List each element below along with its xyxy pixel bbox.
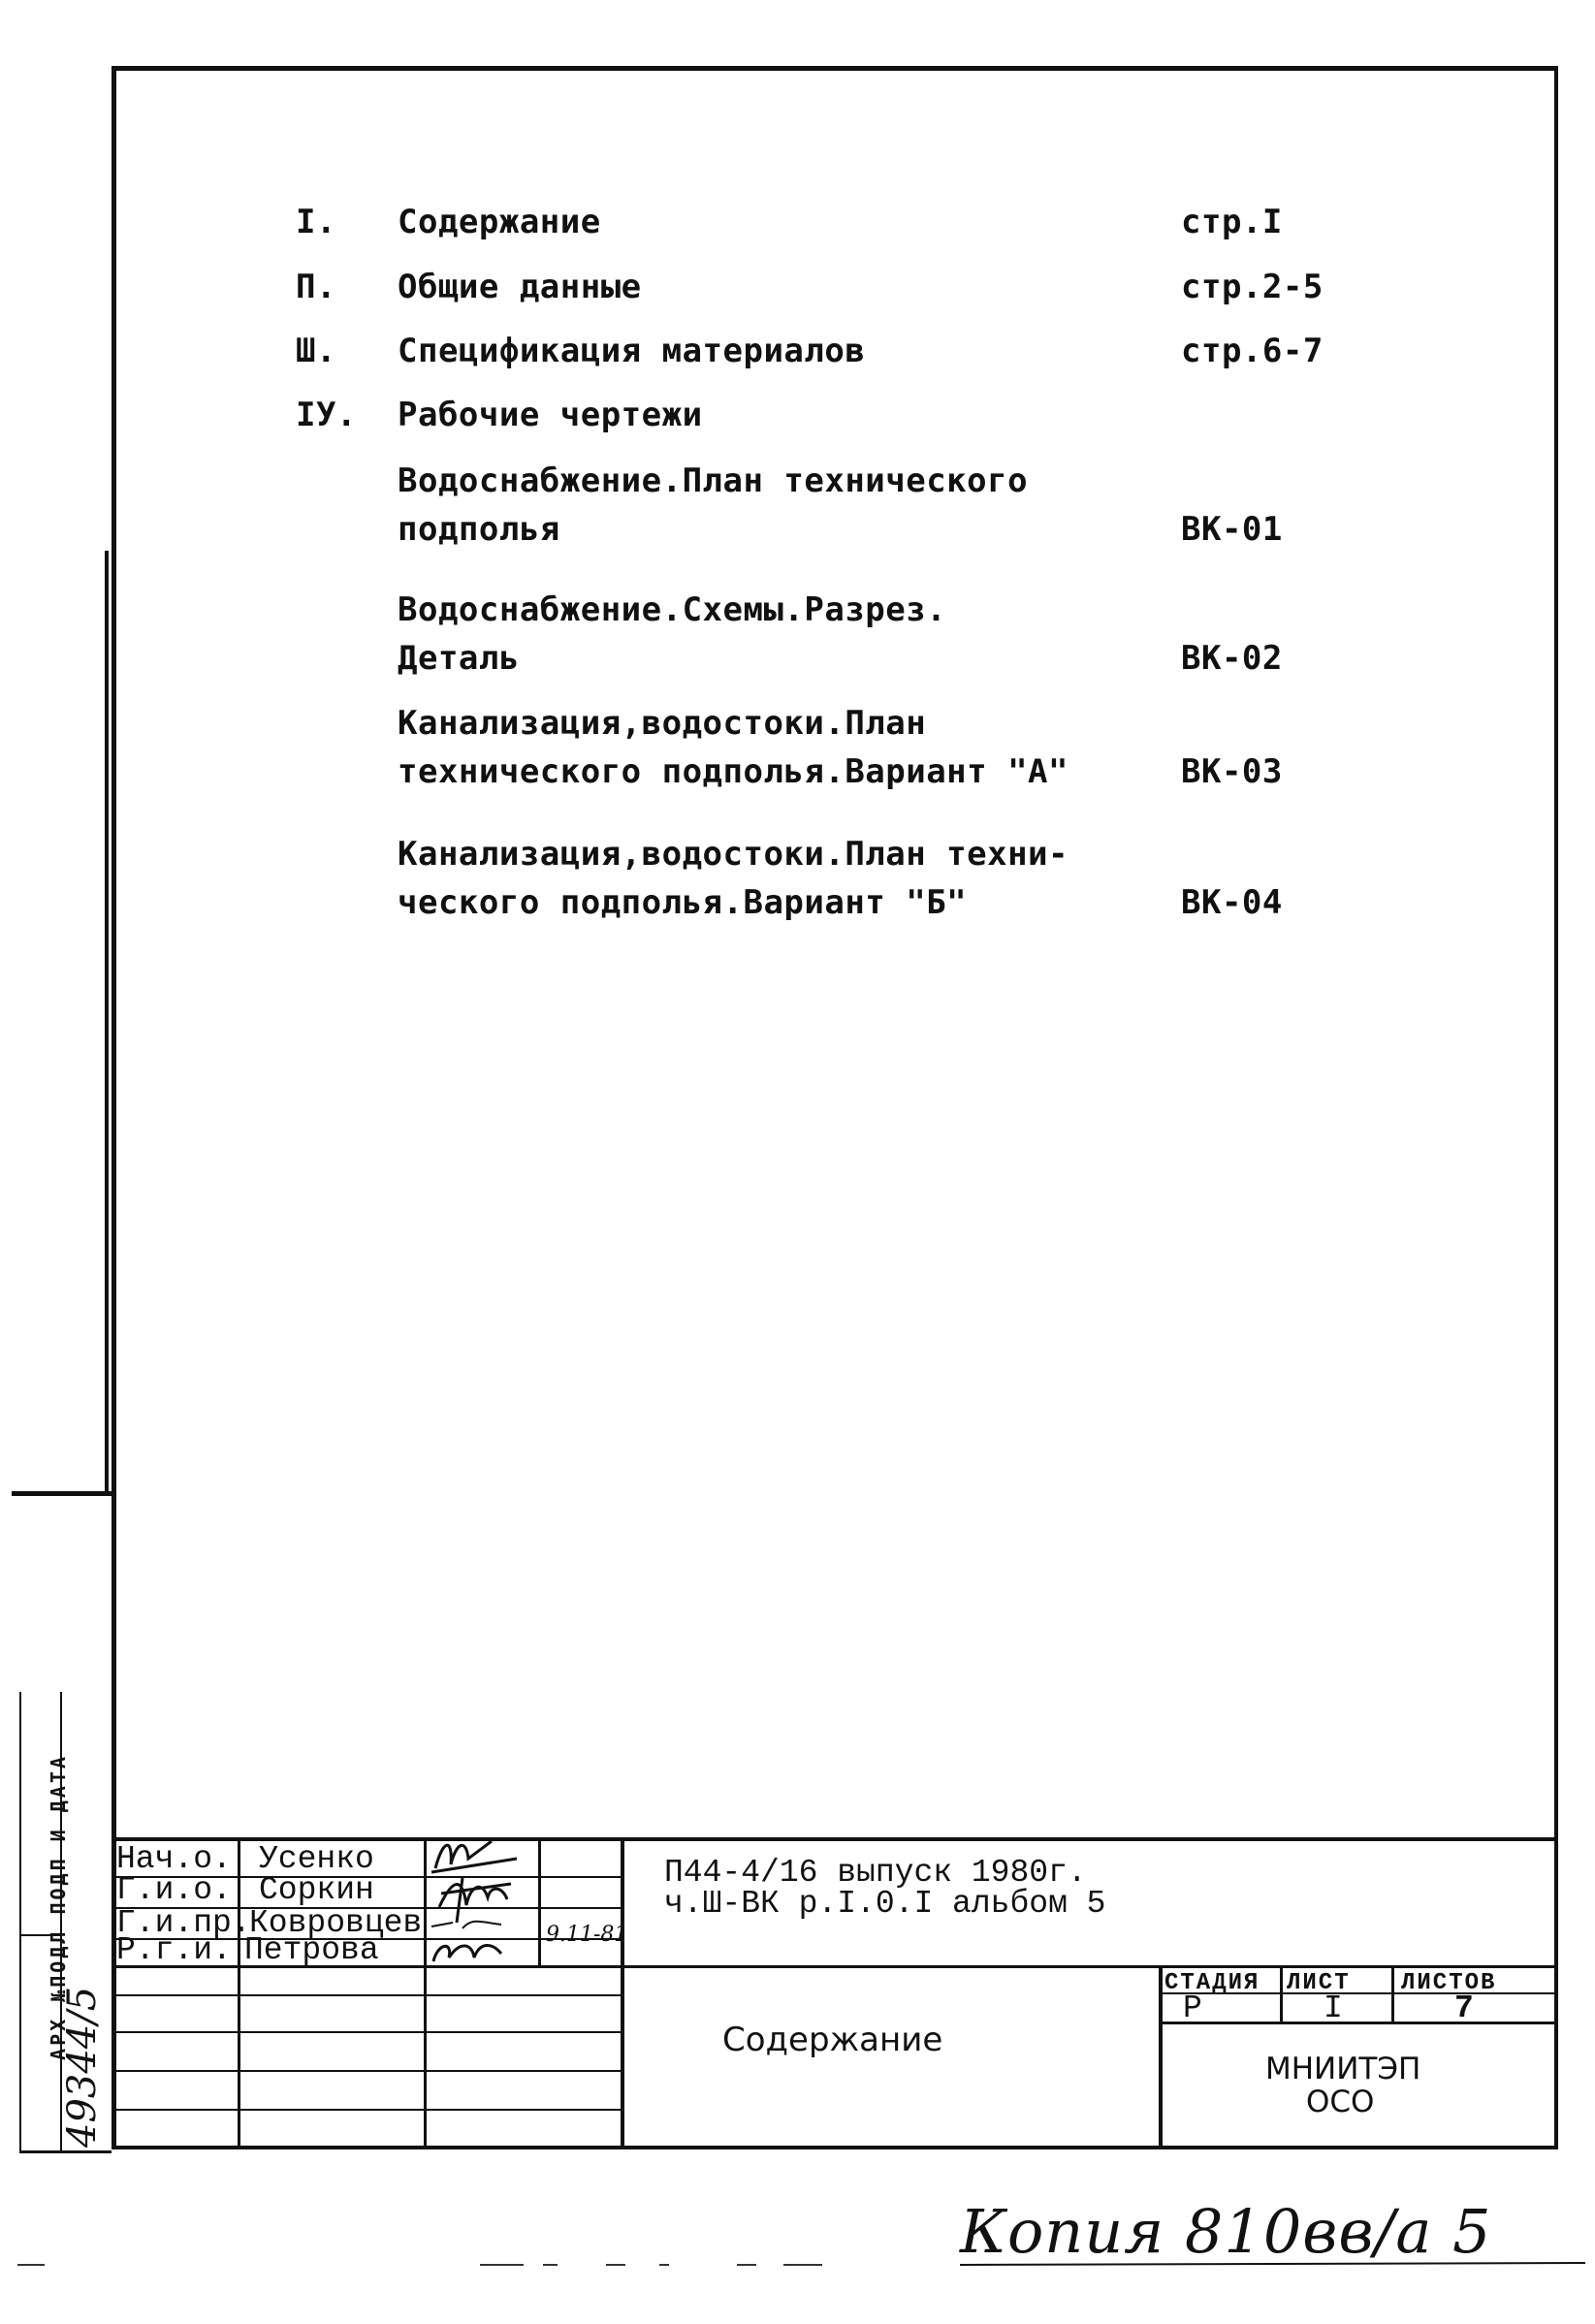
toc-num-1: I. xyxy=(296,203,336,241)
name-1: Усенко xyxy=(259,1841,374,1877)
copy-note: Копия 810вв/а 5 xyxy=(960,2196,1492,2267)
toc-title-8b: ческого подполья.Вариант "Б" xyxy=(398,883,968,922)
binding-margin-tick xyxy=(12,1491,113,1496)
project-line-2: ч.Ш-ВК р.I.0.I альбом 5 xyxy=(664,1886,1106,1922)
toc-title-5b: подполья xyxy=(398,510,560,549)
scan-dash xyxy=(606,2264,625,2266)
name-4: Петрова xyxy=(244,1932,379,1968)
toc-title-4: Рабочие чертежи xyxy=(398,396,703,434)
scan-dash xyxy=(17,2264,45,2266)
role-4: Р.г.и. xyxy=(116,1932,232,1968)
toc-page-5: ВК-01 xyxy=(1181,510,1283,549)
toc-title-6a: Водоснабжение.Схемы.Разрез. xyxy=(398,590,947,629)
toc-num-2: П. xyxy=(296,268,336,306)
sheet-header: ЛИСТ xyxy=(1287,1970,1351,1996)
sheets-value: 7 xyxy=(1454,1990,1474,2026)
signature-date: 9.11-81 xyxy=(546,1923,628,1947)
role-2: Г.и.о. xyxy=(116,1872,232,1908)
toc-page-8: ВК-04 xyxy=(1181,883,1283,922)
sheets-header: ЛИСТОВ xyxy=(1401,1970,1497,1996)
toc-title-1: Содержание xyxy=(398,203,601,241)
archive-number: 49344/5 xyxy=(60,1986,105,2148)
org-line-1: МНИИТЭП xyxy=(1265,2052,1421,2086)
title-block xyxy=(112,1837,1558,2149)
stage-header: СТАДИЯ xyxy=(1164,1970,1260,1996)
project-line-1: П44-4/16 выпуск 1980г. xyxy=(664,1855,1087,1891)
name-3: Ковровцев xyxy=(249,1905,423,1941)
role-1: Нач.о. xyxy=(116,1841,232,1877)
archive-strip xyxy=(10,1692,107,2152)
toc-title-3: Спецификация материалов xyxy=(398,332,866,370)
org-line-2: ОСО xyxy=(1306,2085,1375,2119)
toc-num-3: Ш. xyxy=(296,332,336,370)
toc-title-5a: Водоснабжение.План технического xyxy=(398,462,1029,500)
sheet-title: Содержание xyxy=(722,2021,943,2059)
copy-note-underline xyxy=(960,2257,1590,2271)
signature-marks xyxy=(424,1830,540,1965)
binding-margin-line xyxy=(105,551,109,1491)
toc-title-7a: Канализация,водостоки.План xyxy=(398,704,927,743)
role-3: Г.и.пр. xyxy=(116,1905,251,1941)
scan-dash xyxy=(480,2264,524,2266)
scan-dash xyxy=(543,2264,558,2266)
scan-dash xyxy=(737,2264,756,2266)
toc-page-3: стр.6-7 xyxy=(1181,332,1324,370)
toc-page-1: стр.I xyxy=(1181,203,1283,241)
toc-title-8a: Канализация,водостоки.План техни- xyxy=(398,835,1069,874)
toc-page-6: ВК-02 xyxy=(1181,639,1283,678)
sheet-value: I xyxy=(1324,1990,1343,2026)
scan-dash xyxy=(659,2264,669,2266)
toc-title-7b: технического подполья.Вариант "А" xyxy=(398,752,1069,791)
scan-dash xyxy=(783,2264,822,2266)
toc-title-2: Общие данные xyxy=(398,268,642,306)
toc-num-4: IУ. xyxy=(296,396,357,434)
name-2: Соркин xyxy=(259,1872,374,1908)
toc-title-6b: Деталь xyxy=(398,639,520,678)
toc-page-2: стр.2-5 xyxy=(1181,268,1324,306)
toc-page-7: ВК-03 xyxy=(1181,752,1283,791)
archive-label: АРХ №ПОДЛ ПОДП И ДАТА xyxy=(47,1754,70,2060)
stage-value: Р xyxy=(1183,1990,1202,2026)
